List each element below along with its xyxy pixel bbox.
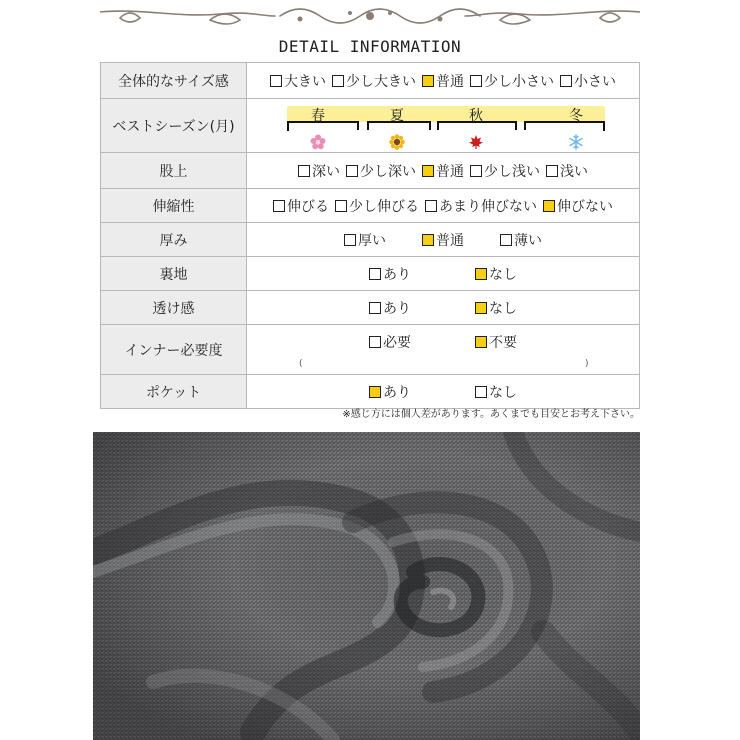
row-label: インナー必要度 [101, 325, 247, 375]
sunflower-icon [389, 134, 405, 150]
option-item[interactable]: 少し深い [346, 161, 416, 181]
row-label: 伸縮性 [101, 189, 247, 223]
season-span-line [287, 121, 357, 126]
checkbox-icon [369, 268, 381, 280]
checkbox-icon [344, 234, 356, 246]
season-bar [287, 106, 605, 122]
option-group [247, 196, 639, 216]
option-item[interactable]: なし [475, 298, 517, 318]
spec-row-pocket [101, 375, 640, 409]
checkbox-icon [470, 75, 482, 87]
checkbox-icon [298, 165, 310, 177]
checkbox-icon [500, 234, 512, 246]
checkbox-icon [346, 165, 358, 177]
checkbox-checked-icon [543, 200, 555, 212]
checkbox-icon [475, 386, 487, 398]
option-item[interactable]: 普通 [422, 230, 464, 250]
spec-row-sheerness [101, 291, 640, 325]
option-item[interactable]: 深い [298, 161, 340, 181]
paren-open: ( [299, 358, 303, 369]
option-item[interactable]: 少し大きい [332, 71, 416, 91]
season-winter: 冬 [569, 107, 583, 124]
disclaimer-note: ※感じ方には個人差があります。あくまでも目安とお考え下さい。 [342, 409, 640, 420]
row-label: 透け感 [101, 291, 247, 325]
spec-row-season [101, 99, 640, 153]
row-label: ベストシーズン(月) [101, 99, 247, 153]
season-autumn: 秋 [469, 107, 483, 124]
season-span-line [524, 121, 605, 126]
row-label: 厚み [101, 223, 247, 257]
option-item[interactable]: あり [369, 264, 411, 284]
checkbox-icon [369, 302, 381, 314]
option-group [247, 161, 639, 181]
checkbox-checked-icon [422, 75, 434, 87]
checkbox-icon [560, 75, 572, 87]
option-item[interactable]: あり [369, 382, 411, 402]
ornament-divider [100, 4, 640, 28]
checkbox-icon [369, 336, 381, 348]
checkbox-checked-icon [475, 336, 487, 348]
option-item[interactable]: 薄い [500, 230, 542, 250]
spec-row-inner [101, 325, 640, 375]
checkbox-checked-icon [369, 386, 381, 398]
option-item[interactable]: 伸びない [543, 196, 613, 216]
option-item[interactable]: 普通 [422, 71, 464, 91]
option-item[interactable]: 不要 [475, 332, 517, 352]
checkbox-icon [332, 75, 344, 87]
option-group [247, 71, 639, 91]
season-chart [247, 100, 639, 152]
spec-row-rise [101, 153, 640, 189]
snowflake-icon [568, 134, 584, 150]
spec-row-lining [101, 257, 640, 291]
option-item[interactable]: 小さい [560, 71, 616, 91]
option-item[interactable]: 少し小さい [470, 71, 554, 91]
option-item[interactable]: 厚い [344, 230, 386, 250]
spec-row-thickness [101, 223, 640, 257]
month-tick [603, 121, 605, 131]
season-span-line [367, 121, 429, 126]
checkbox-icon [273, 200, 285, 212]
option-item[interactable]: 必要 [369, 332, 411, 352]
checkbox-icon [335, 200, 347, 212]
checkbox-icon [546, 165, 558, 177]
row-label: ポケット [101, 375, 247, 409]
option-group [247, 264, 639, 284]
option-item[interactable]: 浅い [546, 161, 588, 181]
option-item[interactable]: 伸びる [273, 196, 329, 216]
spec-table [100, 62, 640, 409]
month-tick [515, 121, 517, 130]
spec-row-size [101, 63, 640, 99]
option-item[interactable]: あまり伸びない [425, 196, 537, 216]
option-item[interactable]: なし [475, 264, 517, 284]
sakura-icon [310, 134, 326, 150]
checkbox-checked-icon [475, 268, 487, 280]
row-label: 裏地 [101, 257, 247, 291]
season-spring: 春 [311, 107, 325, 124]
checkbox-checked-icon [422, 234, 434, 246]
option-group [247, 332, 639, 352]
spec-row-stretch [101, 189, 640, 223]
option-item[interactable]: あり [369, 298, 411, 318]
checkbox-checked-icon [422, 165, 434, 177]
row-label: 全体的なサイズ感 [101, 63, 247, 99]
maple-leaf-icon [468, 134, 484, 150]
option-group [247, 382, 639, 402]
month-tick [357, 121, 359, 130]
option-item[interactable]: 少し伸びる [335, 196, 419, 216]
option-item[interactable]: なし [475, 382, 517, 402]
fabric-swatch-image [93, 432, 640, 740]
checkbox-icon [470, 165, 482, 177]
option-item[interactable]: 普通 [422, 161, 464, 181]
checkbox-icon [425, 200, 437, 212]
option-group [247, 298, 639, 318]
page-title: DETAIL INFORMATION [278, 37, 462, 56]
month-tick [429, 121, 431, 130]
option-item[interactable]: 少し浅い [470, 161, 540, 181]
option-item[interactable]: 大きい [270, 71, 326, 91]
checkbox-checked-icon [475, 302, 487, 314]
season-summer: 夏 [390, 107, 404, 124]
row-label: 股上 [101, 153, 247, 189]
checkbox-icon [270, 75, 282, 87]
option-group [247, 230, 639, 250]
season-span-line [437, 121, 515, 126]
paren-close: ) [585, 358, 589, 369]
